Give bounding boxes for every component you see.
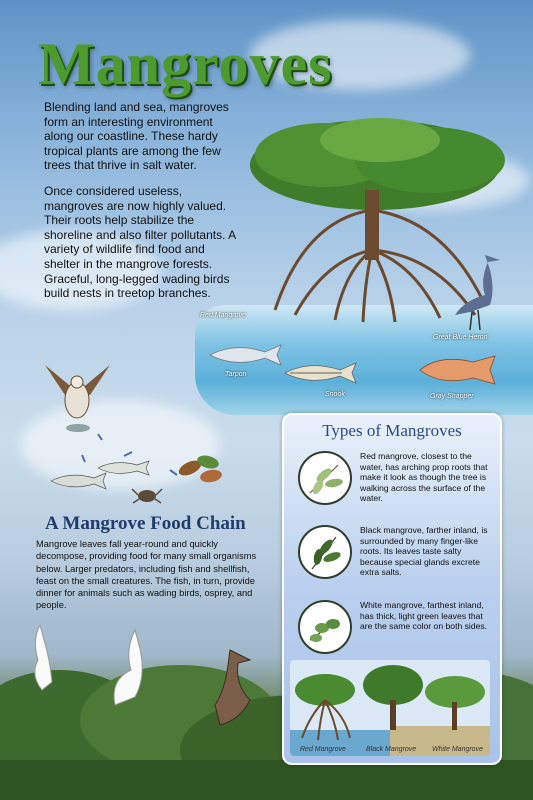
leaves-illustration bbox=[175, 448, 230, 488]
type-item-black bbox=[298, 525, 494, 587]
snook-illustration bbox=[280, 360, 360, 386]
pelican-illustration bbox=[210, 645, 275, 735]
scene-label-black: Black Mangrove bbox=[366, 746, 417, 753]
snapper-illustration bbox=[415, 352, 500, 388]
mangrove-types-scene bbox=[290, 660, 490, 756]
intro-paragraph-1: Blending land and sea, mangroves form an interesting environment along our coastline. These hardy tropical plants are among the few trees that thrive in salt water. bbox=[44, 100, 229, 173]
intro-text bbox=[44, 100, 244, 312]
type-text-red: Red mangrove, closest to the water, has arching prop roots that make it look as though the tree is walking across the surface of the water. bbox=[360, 451, 488, 504]
type-item-white bbox=[298, 600, 494, 662]
heron-illustration bbox=[440, 250, 510, 330]
intro-paragraph-2: Once considered useless, mangroves are now highly valued. Their roots help stabilize the shoreline and also filter pollutants. A variety of wildlife find food and shelter in the mangrove forests. Graceful, long-legged wading birds build nests in treetop branches. bbox=[44, 183, 236, 301]
type-text-black: Black mangrove, farther inland, is surrounded by many finger-like roots. Its leaves taste salty because special glands excrete extra salts. bbox=[360, 525, 488, 578]
heron-label: Great Blue Heron bbox=[433, 334, 488, 341]
food-chain-text: Mangrove leaves fall year-round and quickly decompose, providing food for many small organisms below. Larger predators, including fish and shellfish, feast on the small creatures. The fish, in turn, provide dinner for animals such as wading birds, osprey, and people. bbox=[36, 539, 257, 611]
osprey-illustration bbox=[40, 360, 115, 440]
type-text-white: White mangrove, farthest inland, has thick, light green leaves that are the same color on both sides. bbox=[360, 600, 488, 632]
page-title: Mangroves bbox=[38, 31, 333, 97]
red-mangrove-leaf-icon bbox=[298, 451, 352, 505]
food-chain-title: A Mangrove Food Chain bbox=[45, 513, 246, 534]
snook-label: Snook bbox=[325, 391, 345, 398]
egret-illustration bbox=[95, 625, 155, 720]
white-mangrove-leaf-icon bbox=[298, 600, 352, 654]
food-chain-arrows bbox=[80, 430, 180, 490]
types-panel-title: Types of Mangroves bbox=[322, 421, 462, 440]
scene-label-red: Red Mangrove bbox=[300, 746, 346, 753]
scene-label-white: White Mangrove bbox=[432, 746, 483, 753]
tarpon-label: Tarpon bbox=[225, 371, 247, 378]
type-item-red bbox=[298, 451, 494, 513]
snapper-label: Gray Snapper bbox=[430, 393, 474, 400]
red-mangrove-label: Red Mangrove bbox=[200, 312, 246, 319]
black-mangrove-leaf-icon bbox=[298, 525, 352, 579]
tarpon-illustration bbox=[205, 342, 285, 368]
egret-illustration bbox=[20, 620, 65, 710]
